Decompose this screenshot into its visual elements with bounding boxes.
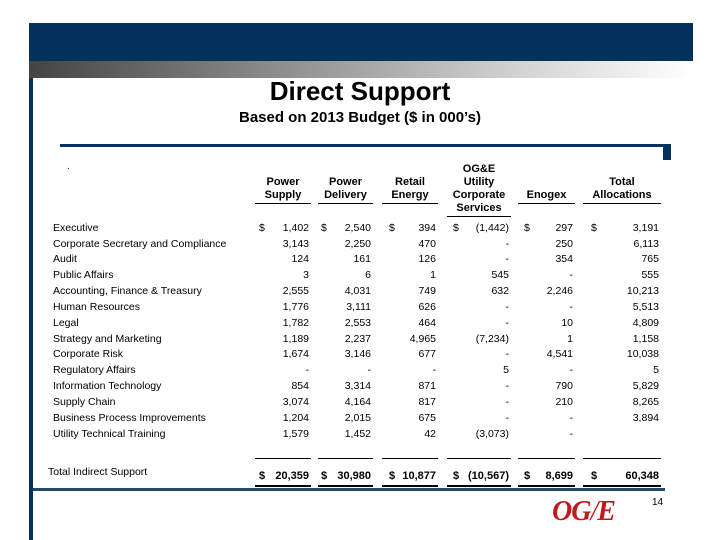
cell-value: 5,513 bbox=[632, 301, 659, 313]
row-label: Executive bbox=[53, 222, 99, 234]
currency-symbol: $ bbox=[453, 470, 460, 482]
cell-value: 126 bbox=[418, 253, 436, 265]
cell-value: 1,776 bbox=[282, 301, 309, 313]
row-label: Accounting, Finance & Treasury bbox=[53, 285, 202, 297]
cell-value: - bbox=[505, 301, 509, 313]
column-header: Power Supply bbox=[255, 176, 311, 204]
cell-value: 297 bbox=[555, 222, 573, 234]
cell-value: 4,965 bbox=[409, 333, 436, 345]
currency-symbol: $ bbox=[524, 222, 530, 234]
cell-value: - bbox=[432, 364, 436, 376]
cell-value: 677 bbox=[418, 348, 436, 360]
total-label: Total Indirect Support bbox=[48, 466, 148, 478]
stray-mark: . bbox=[67, 161, 70, 172]
cell-value: 3,074 bbox=[282, 396, 309, 408]
cell-value: 854 bbox=[291, 380, 309, 392]
row-label: Corporate Risk bbox=[53, 348, 124, 360]
cell-value: 5 bbox=[503, 364, 509, 376]
currency-symbol: $ bbox=[259, 222, 265, 234]
row-label: Regulatory Affairs bbox=[53, 364, 136, 376]
total-cell bbox=[255, 470, 311, 487]
cell-value: 2,015 bbox=[344, 412, 371, 424]
cell-value: 1,204 bbox=[282, 412, 309, 424]
currency-symbol: $ bbox=[389, 222, 395, 234]
total-value: 10,877 bbox=[402, 470, 436, 482]
cell-value: 354 bbox=[555, 253, 573, 265]
cell-value: - bbox=[305, 364, 309, 376]
cell-value: 250 bbox=[555, 238, 573, 250]
cell-value: 6,113 bbox=[633, 238, 659, 250]
page-title: Direct Support bbox=[269, 76, 451, 106]
subtotal-line bbox=[382, 458, 438, 459]
cell-value: 2,555 bbox=[282, 285, 309, 297]
cell-value: 4,031 bbox=[344, 285, 371, 297]
cell-value: 3,314 bbox=[344, 380, 371, 392]
row-label: Information Technology bbox=[53, 380, 162, 392]
cell-value: (1,442) bbox=[475, 222, 509, 234]
cell-value: 1 bbox=[567, 333, 573, 345]
row-label: Strategy and Marketing bbox=[53, 333, 162, 345]
cell-value: 545 bbox=[491, 269, 509, 281]
cell-value: 749 bbox=[418, 285, 436, 297]
divider-block bbox=[663, 144, 671, 160]
oge-logo: OG/E bbox=[552, 496, 615, 527]
cell-value: 1,579 bbox=[282, 428, 309, 440]
cell-value: 1,402 bbox=[282, 222, 309, 234]
total-value: 30,980 bbox=[337, 470, 371, 482]
row-label: Business Process Improvements bbox=[53, 412, 206, 424]
row-label: Supply Chain bbox=[53, 396, 116, 408]
total-value: 20,359 bbox=[275, 470, 309, 482]
cell-value: 470 bbox=[418, 238, 436, 250]
row-label: Legal bbox=[53, 317, 79, 329]
currency-symbol: $ bbox=[321, 222, 327, 234]
total-cell bbox=[318, 470, 373, 487]
cell-value: 8,265 bbox=[632, 396, 659, 408]
cell-value: 2,553 bbox=[344, 317, 371, 329]
cell-value: 4,541 bbox=[546, 348, 573, 360]
cell-value: (3,073) bbox=[475, 428, 509, 440]
cell-value: 3,143 bbox=[282, 238, 309, 250]
cell-value: 5 bbox=[653, 364, 659, 376]
cell-value: 5,829 bbox=[632, 380, 659, 392]
cell-value: 3,191 bbox=[632, 222, 659, 234]
cell-value: 2,246 bbox=[546, 285, 573, 297]
cell-value: 1,158 bbox=[632, 333, 659, 345]
total-value: (10,567) bbox=[468, 470, 509, 482]
cell-value: 2,237 bbox=[344, 333, 371, 345]
header-bar bbox=[29, 23, 693, 61]
cell-value: - bbox=[569, 412, 573, 424]
row-label: Audit bbox=[53, 253, 77, 265]
cell-value: - bbox=[505, 238, 509, 250]
cell-value: 1,452 bbox=[344, 428, 371, 440]
currency-symbol: $ bbox=[321, 470, 328, 482]
subtotal-line bbox=[447, 458, 511, 459]
cell-value: - bbox=[505, 380, 509, 392]
cell-value: 3,146 bbox=[344, 348, 371, 360]
cell-value: - bbox=[505, 253, 509, 265]
cell-value: 4,164 bbox=[344, 396, 371, 408]
total-cell bbox=[447, 470, 511, 487]
currency-symbol: $ bbox=[453, 222, 459, 234]
cell-value: 124 bbox=[291, 253, 309, 265]
cell-value: 555 bbox=[641, 269, 659, 281]
total-value: 60,348 bbox=[625, 470, 659, 482]
cell-value: 675 bbox=[418, 412, 436, 424]
cell-value: 2,250 bbox=[344, 238, 371, 250]
cell-value: 394 bbox=[418, 222, 436, 234]
cell-value: - bbox=[505, 348, 509, 360]
cell-value: 765 bbox=[641, 253, 659, 265]
cell-value: 42 bbox=[424, 428, 436, 440]
cell-value: 626 bbox=[418, 301, 436, 313]
cell-value: 790 bbox=[555, 380, 573, 392]
cell-value: 2,540 bbox=[344, 222, 371, 234]
cell-value: 464 bbox=[418, 317, 436, 329]
cell-value: 10 bbox=[561, 317, 573, 329]
cell-value: 3,111 bbox=[346, 301, 371, 313]
cell-value: 4,809 bbox=[632, 317, 659, 329]
currency-symbol: $ bbox=[591, 470, 598, 482]
column-header: Enogex bbox=[518, 189, 575, 204]
total-cell bbox=[583, 470, 661, 487]
cell-value: 10,213 bbox=[626, 285, 659, 297]
cell-value: (7,234) bbox=[475, 333, 509, 345]
cell-value: 1,674 bbox=[282, 348, 309, 360]
currency-symbol: $ bbox=[259, 470, 266, 482]
subtotal-line bbox=[583, 458, 661, 459]
page-subtitle: Based on 2013 Budget ($ in 000’s) bbox=[238, 109, 482, 126]
cell-value: 632 bbox=[491, 285, 509, 297]
subtotal-line bbox=[518, 458, 575, 459]
cell-value: 10,038 bbox=[626, 348, 659, 360]
left-border bbox=[29, 78, 33, 540]
cell-value: - bbox=[569, 269, 573, 281]
cell-value: - bbox=[505, 317, 509, 329]
column-header: Retail Energy bbox=[382, 176, 438, 204]
column-header: Power Delivery bbox=[318, 176, 373, 204]
row-label: Human Resources bbox=[53, 301, 140, 313]
cell-value: 6 bbox=[365, 269, 371, 281]
row-label: Public Affairs bbox=[53, 269, 114, 281]
title-divider bbox=[60, 144, 670, 147]
cell-value: 871 bbox=[418, 380, 436, 392]
cell-value: 1,782 bbox=[282, 317, 309, 329]
cell-value: 1,189 bbox=[282, 333, 309, 345]
footer-divider bbox=[33, 488, 665, 491]
cell-value: 817 bbox=[418, 396, 436, 408]
row-label: Corporate Secretary and Compliance bbox=[53, 238, 227, 250]
cell-value: - bbox=[505, 396, 509, 408]
cell-value: - bbox=[505, 412, 509, 424]
currency-symbol: $ bbox=[591, 222, 597, 234]
page-number: 14 bbox=[652, 497, 664, 508]
total-value: 8,699 bbox=[545, 470, 573, 482]
column-header: OG&E Utility Corporate Services bbox=[447, 163, 511, 217]
cell-value: 161 bbox=[353, 253, 371, 265]
cell-value: - bbox=[569, 301, 573, 313]
cell-value: - bbox=[367, 364, 371, 376]
total-cell bbox=[518, 470, 575, 487]
cell-value: 210 bbox=[555, 396, 573, 408]
cell-value: - bbox=[569, 428, 573, 440]
subtotal-line bbox=[255, 458, 311, 459]
total-cell bbox=[382, 470, 438, 487]
column-header: Total Allocations bbox=[583, 176, 661, 204]
cell-value: - bbox=[569, 364, 573, 376]
cell-value: 3 bbox=[303, 269, 309, 281]
currency-symbol: $ bbox=[389, 470, 396, 482]
cell-value: 1 bbox=[430, 269, 436, 281]
row-label: Utility Technical Training bbox=[53, 428, 166, 440]
subtotal-line bbox=[318, 458, 373, 459]
currency-symbol: $ bbox=[524, 470, 531, 482]
cell-value: 3,894 bbox=[632, 412, 659, 424]
